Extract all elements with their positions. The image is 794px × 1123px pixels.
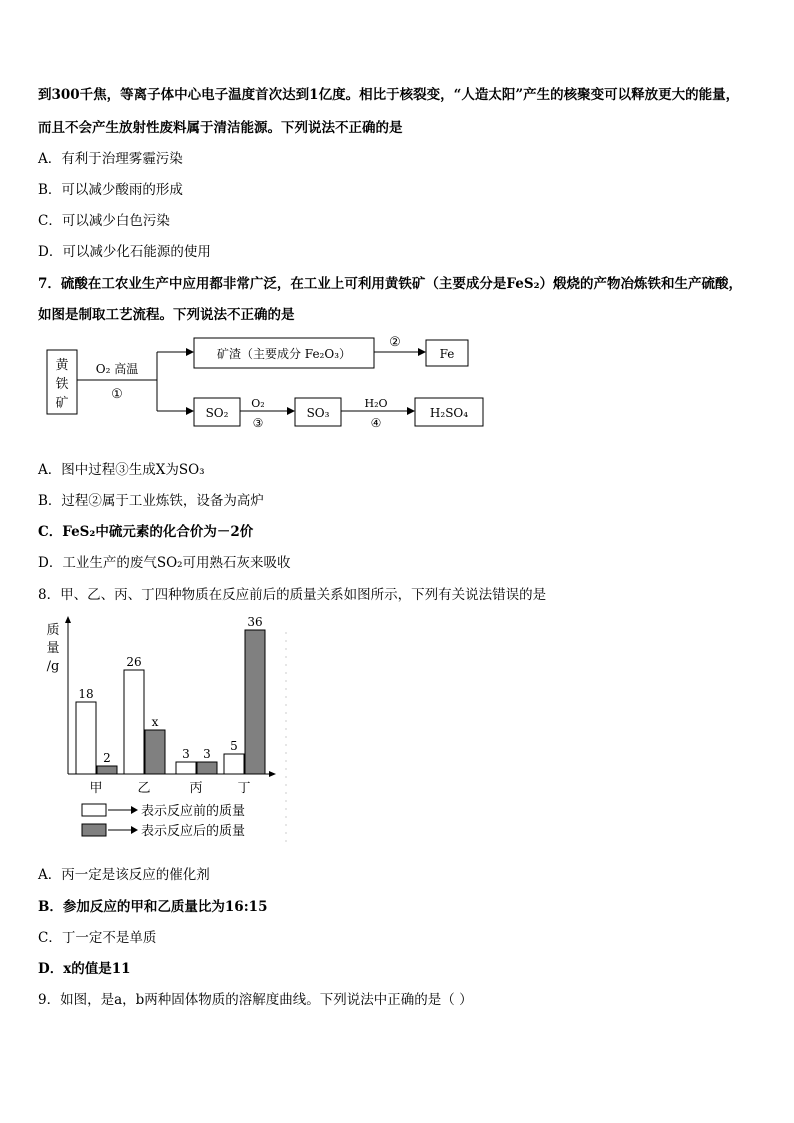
q7-option-b: B．过程②属于工业炼铁，设备为高炉 (38, 493, 264, 509)
legend-arrowhead (131, 826, 138, 834)
q8-option-c: C．丁一定不是单质 (38, 930, 157, 946)
x-tick-label: 丁 (237, 781, 251, 796)
mass-bar-chart (40, 612, 290, 847)
x-tick-label: 乙 (137, 781, 151, 796)
q8-option-b: B．参加反应的甲和乙质量比为16:15 (38, 899, 268, 915)
data-label-after: 3 (203, 747, 211, 761)
step1-condition: O₂ 高温 (95, 362, 139, 376)
pyrite-char-3: 矿 (55, 396, 69, 411)
q8-option-d: D．x的值是11 (38, 961, 131, 977)
fe-label: Fe (439, 347, 455, 361)
q6-option-a: A．有利于治理雾霾污染 (38, 151, 183, 167)
q6-stem-line1: 到300千焦，等离子体中心电子温度首次达到1亿度。相比于核裂变，“人造太阳”产生的核聚变可以释放更大的能量， (38, 87, 740, 103)
q6-option-d: D．可以减少化石能源的使用 (38, 244, 211, 260)
y-axis-arrowhead (65, 616, 71, 623)
bar-after (197, 762, 217, 774)
step3-number: ③ (252, 416, 264, 430)
bar-after (97, 766, 117, 774)
y-axis-label-part: /g (46, 659, 60, 674)
q8-option-a: A．丙一定是该反应的催化剂 (38, 867, 210, 883)
q7-stem-line2: 如图是制取工艺流程。下列说法不正确的是 (38, 307, 295, 323)
q7-stem-line1: 7．硫酸在工农业生产中应用都非常广泛，在工业上可利用黄铁矿（主要成分是FeS₂）煅烧的产物冶炼铁和生产硫酸， (38, 276, 742, 292)
q6-option-c: C．可以减少白色污染 (38, 213, 170, 229)
data-label-after: 2 (103, 751, 111, 765)
step3-condition: O₂ (251, 397, 265, 410)
arrowhead-to-so3 (287, 407, 295, 415)
step4-condition: H₂O (364, 397, 388, 410)
slag-label: 矿渣（主要成分 Fe₂O₃） (216, 347, 352, 361)
arrowhead-to-slag (186, 348, 194, 356)
bar-before (224, 754, 244, 774)
y-axis-label-part: 质 (46, 623, 60, 638)
legend-swatch (82, 804, 106, 816)
legend-swatch (82, 824, 106, 836)
data-label-before: 18 (78, 687, 94, 701)
pyrite-char-1: 黄 (55, 358, 69, 373)
q7-option-c: C．FeS₂中硫元素的化合价为－2价 (38, 524, 254, 540)
x-axis-arrowhead (269, 771, 276, 777)
bar-before (124, 670, 144, 774)
x-tick-label: 甲 (89, 781, 103, 796)
q9-stem: 9．如图，是a，b两种固体物质的溶解度曲线。下列说法中正确的是（ ） (38, 992, 473, 1008)
h2so4-label: H₂SO₄ (429, 406, 469, 420)
data-label-before: 3 (182, 747, 190, 761)
q6-stem-line2: 而且不会产生放射性废料属于清洁能源。下列说法不正确的是 (38, 120, 403, 136)
bar-after (245, 630, 265, 774)
so2-label: SO₂ (205, 406, 229, 420)
q7-option-a: A．图中过程③生成X为SO₃ (38, 462, 205, 478)
step1-number: ① (111, 387, 123, 402)
bar-before (76, 702, 96, 774)
data-label-before: 5 (230, 739, 238, 753)
so3-label: SO₃ (306, 406, 330, 420)
bar-before (176, 762, 196, 774)
data-label-after: 36 (247, 615, 263, 629)
process-flow-diagram (40, 332, 500, 442)
arrowhead-to-h2so4 (407, 407, 415, 415)
y-axis-label-part: 量 (46, 641, 60, 656)
legend-label: 表示反应前的质量 (141, 804, 246, 819)
step2-number: ② (389, 335, 401, 350)
step4-number: ④ (370, 416, 382, 430)
bar-after (145, 730, 165, 774)
legend-arrowhead (131, 806, 138, 814)
q7-option-d: D．工业生产的废气SO₂可用熟石灰来吸收 (38, 555, 291, 571)
data-label-after: x (151, 715, 159, 729)
legend-label: 表示反应后的质量 (141, 824, 246, 839)
pyrite-char-2: 铁 (55, 377, 69, 392)
q6-option-b: B．可以减少酸雨的形成 (38, 182, 183, 198)
arrowhead-to-so2 (186, 407, 194, 415)
x-tick-label: 丙 (189, 781, 203, 796)
arrowhead-to-fe (418, 348, 426, 356)
data-label-before: 26 (126, 655, 142, 669)
q8-stem: 8．甲、乙、丙、丁四种物质在反应前后的质量关系如图所示，下列有关说法错误的是 (38, 587, 547, 603)
